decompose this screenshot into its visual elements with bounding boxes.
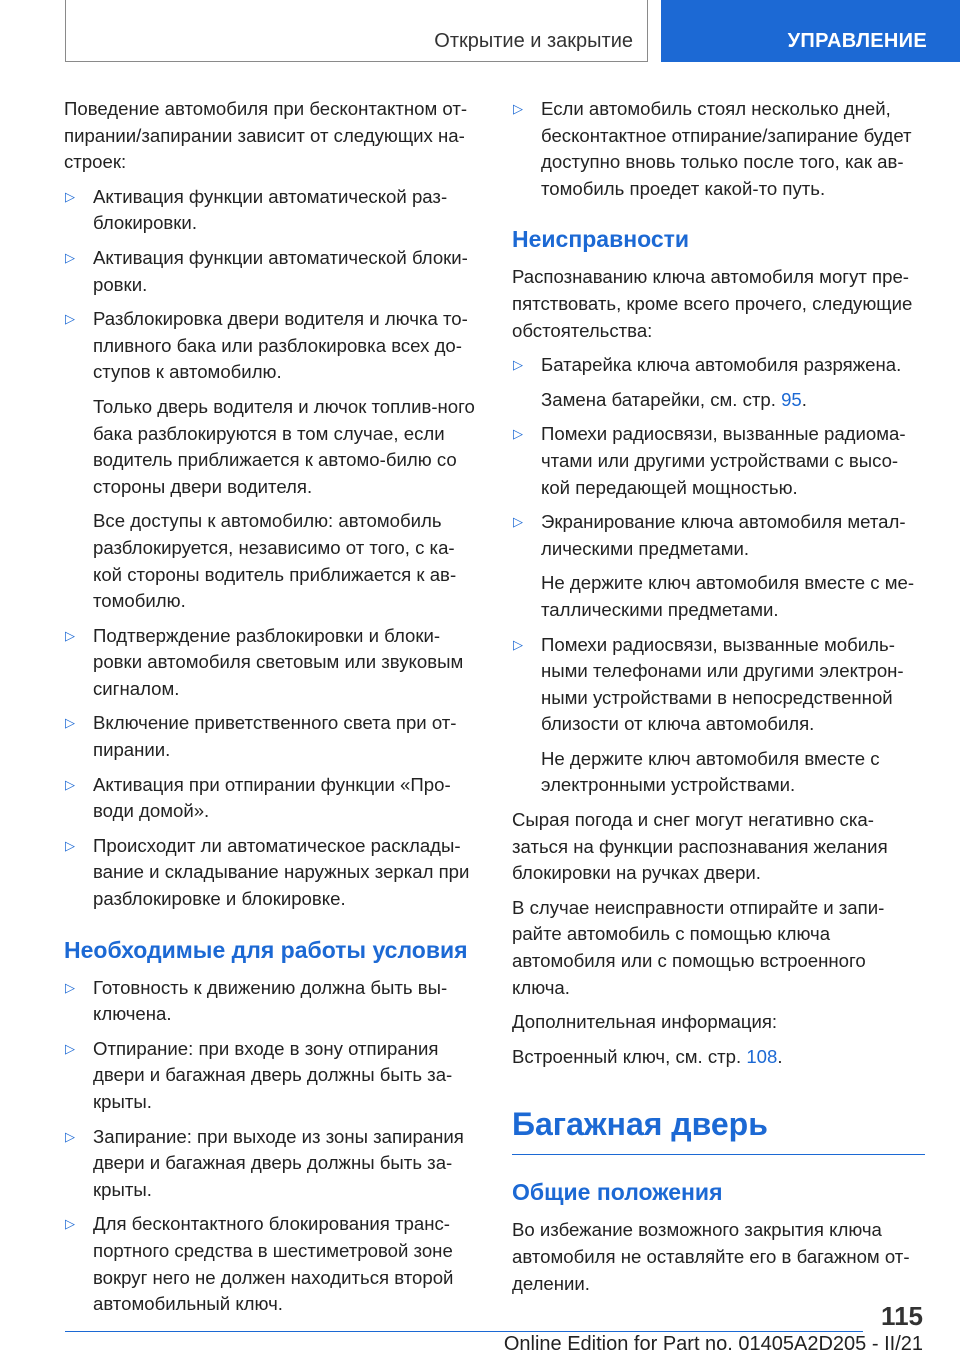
footer-edition: Online Edition for Part no. 01405A2D205 - II/21 — [503, 1333, 923, 1355]
bullet-arrow-icon: ▷ — [65, 249, 75, 265]
header-section-box — [65, 0, 648, 62]
sub-paragraph: Только дверь водителя и лючок топлив-ного бака разблокируются в том случае, если водитель приближается к автомо-билю со стороны двери водителя. — [93, 395, 475, 497]
bullet-arrow-icon: ▷ — [513, 357, 523, 373]
bullet-arrow-icon: ▷ — [65, 979, 75, 995]
bullet-arrow-icon: ▷ — [513, 636, 523, 652]
list-item: ▷ Помехи радиосвязи, вызванные радиома-чтами или другими устройствами с высо-кой передающей мощностью. — [513, 423, 906, 498]
paragraph: Дополнительная информация: — [512, 1011, 778, 1033]
header-chapter-box — [661, 0, 960, 62]
list-item: ▷ Экранирование ключа автомобиля метал-лическими предметами. — [513, 511, 906, 559]
list-item: ▷ Запирание: при выходе из зоны запирания двери и багажная дверь должны быть за-крыты. — [65, 1125, 464, 1200]
list-item: ▷ Происходит ли автоматическое расклады-вание и складывание наружных зеркал при разблокировке и блокировке. — [65, 834, 470, 910]
bullet-arrow-icon: ▷ — [65, 837, 75, 853]
bullet-arrow-icon: ▷ — [65, 1128, 75, 1144]
header-chapter-title: УПРАВЛЕНИЕ — [787, 30, 927, 52]
left-column — [64, 96, 477, 1326]
list-item: ▷ Готовность к движению должна быть вы-ключена. — [65, 976, 448, 1025]
page-number: 115 — [881, 1301, 923, 1331]
list-item: ▷ Активация функции автоматической блоки-ровки. — [65, 246, 468, 295]
list-item: ▷ Активация функции автоматической раз-блокировки. — [65, 185, 448, 234]
list-item: ▷ Для бесконтактного блокирования транс-портного средства в шестиметровой зоне вокруг него не должен находиться второй автомобильный ключ. — [65, 1213, 454, 1315]
bullet-arrow-icon: ▷ — [65, 1040, 75, 1056]
list-item: ▷ Подтверждение разблокировки и блоки-ровки автомобиля световым или звуковым сигналом. — [65, 624, 464, 699]
header-section-title: Открытие и закрытие — [434, 30, 633, 52]
section-heading: Необходимые для работы условия — [64, 936, 468, 963]
section-heading: Неисправности — [512, 226, 690, 253]
sub-paragraph: Не держите ключ автомобиля вместе с ме-таллическими предметами. — [541, 572, 915, 620]
paragraph: Встроенный ключ, см. стр. 108. — [512, 1045, 783, 1067]
list-item: ▷ Если автомобиль стоял несколько дней, бесконтактное отпирание/запирание будет доступно вновь только после того, как ав-томобиль проедет какой-то путь. — [513, 98, 912, 199]
right-column — [512, 96, 925, 1305]
list-item: ▷ Включение приветственного света при от-пирании. — [65, 712, 457, 761]
intro-paragraph: Распознаванию ключа автомобиля могут пре-пятствовать, кроме всего прочего, следующие обстоятельства: — [512, 266, 913, 341]
sub-paragraph: Все доступы к автомобилю: автомобиль разблокируется, независимо от того, с ка-кой стороны водитель приближается к ав-томобилю. — [93, 510, 457, 612]
page-reference-link[interactable]: 95 — [781, 388, 802, 410]
bullet-arrow-icon: ▷ — [65, 776, 75, 792]
paragraph: Сырая погода и снег могут негативно ска-заться на функции распознавания желания блокировки на ручках двери. — [512, 809, 888, 884]
bullet-arrow-icon: ▷ — [65, 311, 75, 327]
list-item: ▷ Разблокировка двери водителя и лючка то-пливного бака или разблокировка всех до-ступов к автомобилю. — [65, 308, 468, 383]
bullet-arrow-icon: ▷ — [65, 627, 75, 643]
section-heading: Общие положения — [512, 1179, 723, 1206]
sub-paragraph: Замена батарейки, см. стр. 95. — [541, 388, 807, 410]
list-item: ▷ Отпирание: при входе в зону отпирания двери и багажная дверь должны быть за-крыты. — [65, 1037, 453, 1112]
footer-divider — [65, 1331, 863, 1332]
list-item: ▷ Батарейка ключа автомобиля разряжена. — [512, 352, 925, 379]
bullet-arrow-icon: ▷ — [65, 1216, 75, 1232]
bullet-arrow-icon: ▷ — [513, 426, 523, 442]
paragraph: Во избежание возможного закрытия ключа автомобиля не оставляйте его в багажном от-делении. — [512, 1219, 910, 1294]
bullet-arrow-icon: ▷ — [65, 188, 75, 204]
bullet-arrow-icon: ▷ — [65, 715, 75, 731]
bullet-arrow-icon: ▷ — [513, 514, 523, 530]
bullet-arrow-icon: ▷ — [513, 101, 523, 116]
intro-paragraph: Поведение автомобиля при бесконтактном от-пирании/запирании зависит от следующих на-строек: — [64, 98, 468, 173]
sub-paragraph: Не держите ключ автомобиля вместе с электронными устройствами. — [541, 747, 880, 796]
chapter-title: Багажная дверь — [512, 1104, 925, 1155]
page-reference-link[interactable]: 108 — [746, 1045, 778, 1067]
list-item: ▷ Активация при отпирании функции «Про-води домой». — [65, 773, 451, 822]
list-item: ▷ Помехи радиосвязи, вызванные мобиль-ными телефонами или другими электрон-ными устройствами в непосредственной близости от ключа автомобиля. — [513, 633, 904, 735]
paragraph: В случае неисправности отпирайте и запи-райте автомобиль с помощью ключа автомобиля или с помощью встроенного ключа. — [512, 896, 885, 998]
